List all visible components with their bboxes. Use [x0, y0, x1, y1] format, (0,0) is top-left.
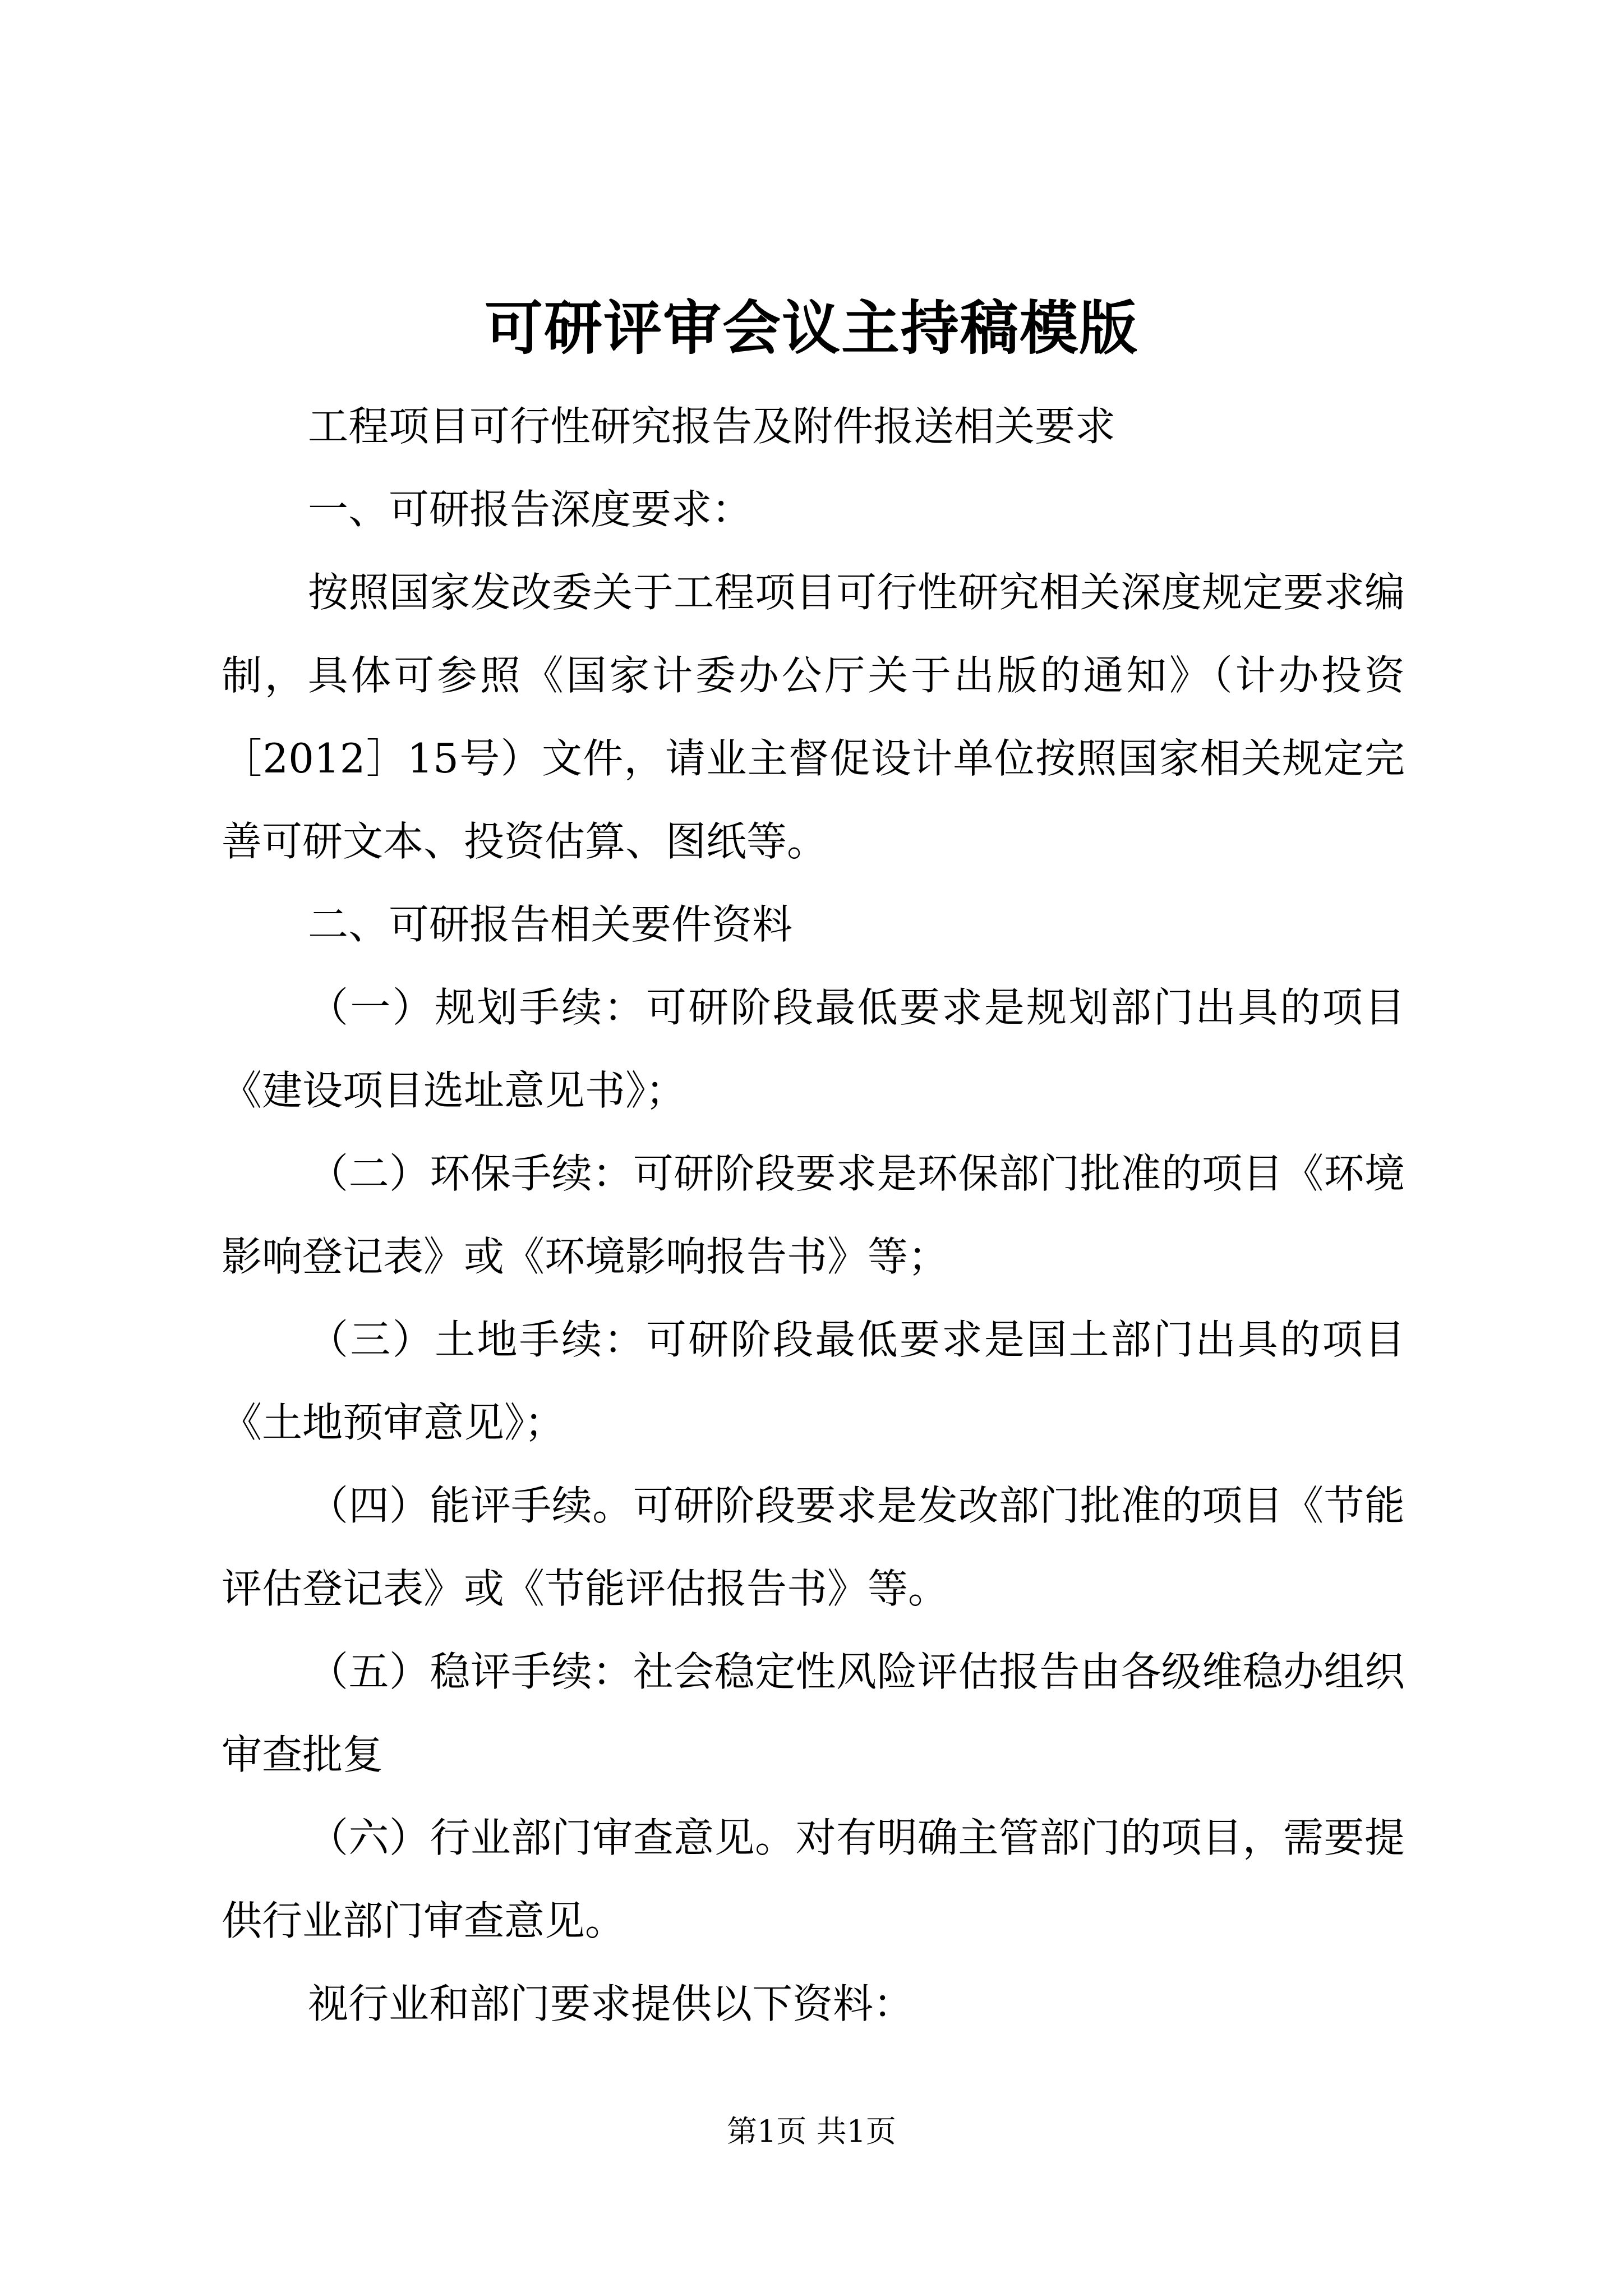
page-footer: 第1页 共1页: [727, 2114, 896, 2149]
paragraph-subtitle: 工程项目可行性研究报告及附件报送相关要求: [308, 403, 1116, 450]
document-body: [222, 385, 1405, 2045]
paragraph-environmental-procedures: （二）环保手续：可研阶段要求是环保部门批准的项目《环境影响登记表》或《环境影响报告书》等；: [222, 1150, 1405, 1280]
paragraph-energy-procedures: （四）能评手续。可研阶段要求是发改部门批准的项目《节能评估登记表》或《节能评估报告书》等。: [222, 1482, 1405, 1612]
paragraph-industry-review: （六）行业部门审查意见。对有明确主管部门的项目，需要提供行业部门审查意见。: [222, 1814, 1405, 1944]
paragraph-section-1-heading: 一、可研报告深度要求：: [308, 486, 753, 533]
paragraph-stability-procedures: （五）稳评手续：社会稳定性风险评估报告由各级维稳办组织审查批复: [222, 1648, 1405, 1778]
document-title: 可研评审会议主持稿模版: [484, 293, 1138, 362]
paragraph-land-procedures: （三）土地手续：可研阶段最低要求是国土部门出具的项目《土地预审意见》；: [222, 1316, 1405, 1446]
paragraph-depth-requirements: 按照国家发改委关于工程项目可行性研究相关深度规定要求编制，具体可参照《国家计委办公厅关于出版的通知》（计办投资［2012］15号）文件，请业主督促设计单位按照国家相关规定完善可研文本、投资估算、图纸等。: [222, 569, 1405, 865]
paragraph-planning-procedures: （一）规划手续：可研阶段最低要求是规划部门出具的项目《建设项目选址意见书》；: [222, 984, 1405, 1114]
paragraph-section-2-heading: 二、可研报告相关要件资料: [308, 901, 793, 948]
paragraph-additional-materials: 视行业和部门要求提供以下资料：: [308, 1980, 914, 2027]
